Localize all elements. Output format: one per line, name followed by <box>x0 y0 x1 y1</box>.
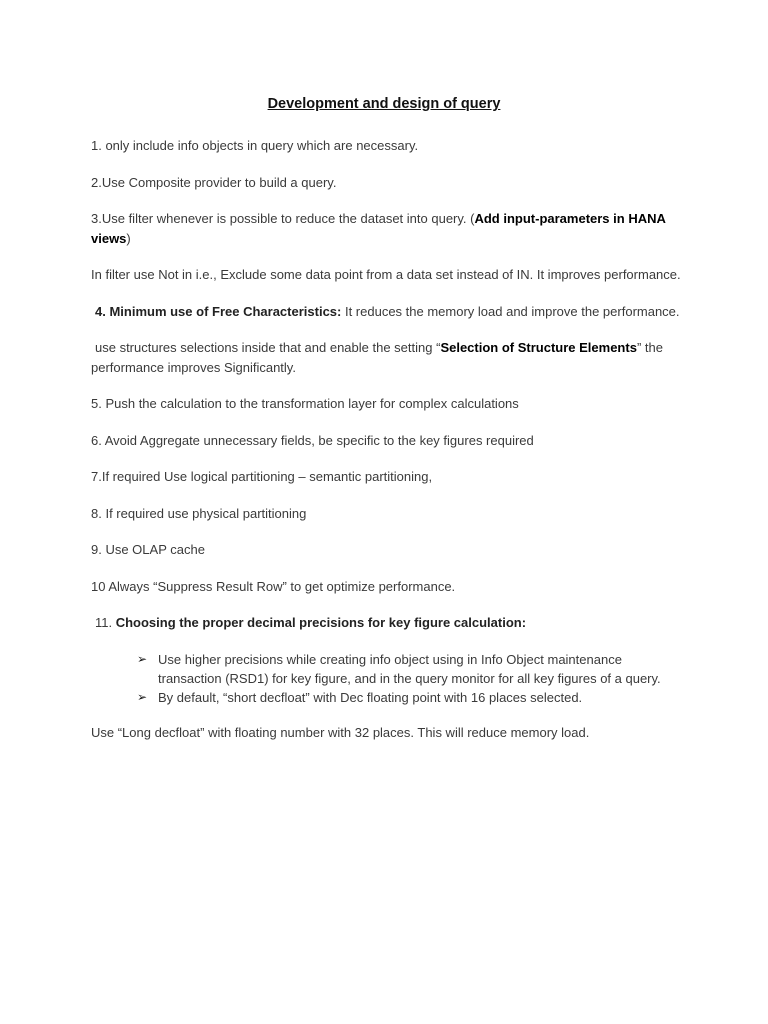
item-3 <box>91 209 681 248</box>
arrow-bullet-icon: ➢ <box>137 689 148 704</box>
item-4-text: It reduces the memory load and improve the performance. <box>341 303 680 319</box>
bullet-item <box>137 688 681 707</box>
structures-bold: Selection of Structure Elements <box>440 340 637 355</box>
structures-text: use structures selections inside that and enable the setting “ <box>95 340 441 355</box>
final-note: Use “Long decfloat” with floating number with 32 places. This will reduce memory load. <box>91 724 590 740</box>
document-title: Development and design of query <box>267 96 501 112</box>
item-11 <box>91 613 681 633</box>
item-7: 7.If required Use logical partitioning – semantic partitioning, <box>91 469 433 484</box>
item-9: 9. Use OLAP cache <box>91 542 205 557</box>
item-11-number: 11. <box>95 615 116 630</box>
arrow-bullet-icon: ➢ <box>137 651 148 666</box>
item-3-bold: Add input-parameters in HANA views <box>91 211 666 246</box>
item-4 <box>91 302 681 322</box>
bullet-item <box>137 650 681 688</box>
document-body <box>91 136 681 759</box>
structures-note <box>91 338 681 377</box>
item-3-close: ) <box>126 230 131 246</box>
bullet-text: By default, “short decfloat” with Dec floating point with 16 places selected. <box>158 689 583 705</box>
structures-text-end: ” the performance improves Significantly. <box>91 340 663 375</box>
bullet-text: Use higher precisions while creating info object using in Info Object maintenance transaction (RSD1) for key figure, and in the query monitor for all key figures of a query. <box>158 651 661 686</box>
item-2: 2.Use Composite provider to build a query. <box>91 174 337 190</box>
item-4-bold: 4. Minimum use of Free Characteristics: <box>95 303 342 319</box>
item-6: 6. Avoid Aggregate unnecessary fields, be specific to the key figures required <box>91 432 534 448</box>
filter-note: In filter use Not in i.e., Exclude some data point from a data set instead of IN. It improves performance. <box>91 267 681 282</box>
item-10: 10 Always “Suppress Result Row” to get optimize performance. <box>91 578 456 594</box>
item-1: 1. only include info objects in query which are necessary. <box>91 138 419 153</box>
item-8: 8. If required use physical partitioning <box>91 505 307 521</box>
item-5: 5. Push the calculation to the transformation layer for complex calculations <box>91 396 519 411</box>
item-3-text: 3.Use filter whenever is possible to reduce the dataset into query. ( <box>91 211 475 226</box>
bullet-list <box>91 650 681 707</box>
item-11-bold: Choosing the proper decimal precisions for key figure calculation: <box>115 615 527 630</box>
